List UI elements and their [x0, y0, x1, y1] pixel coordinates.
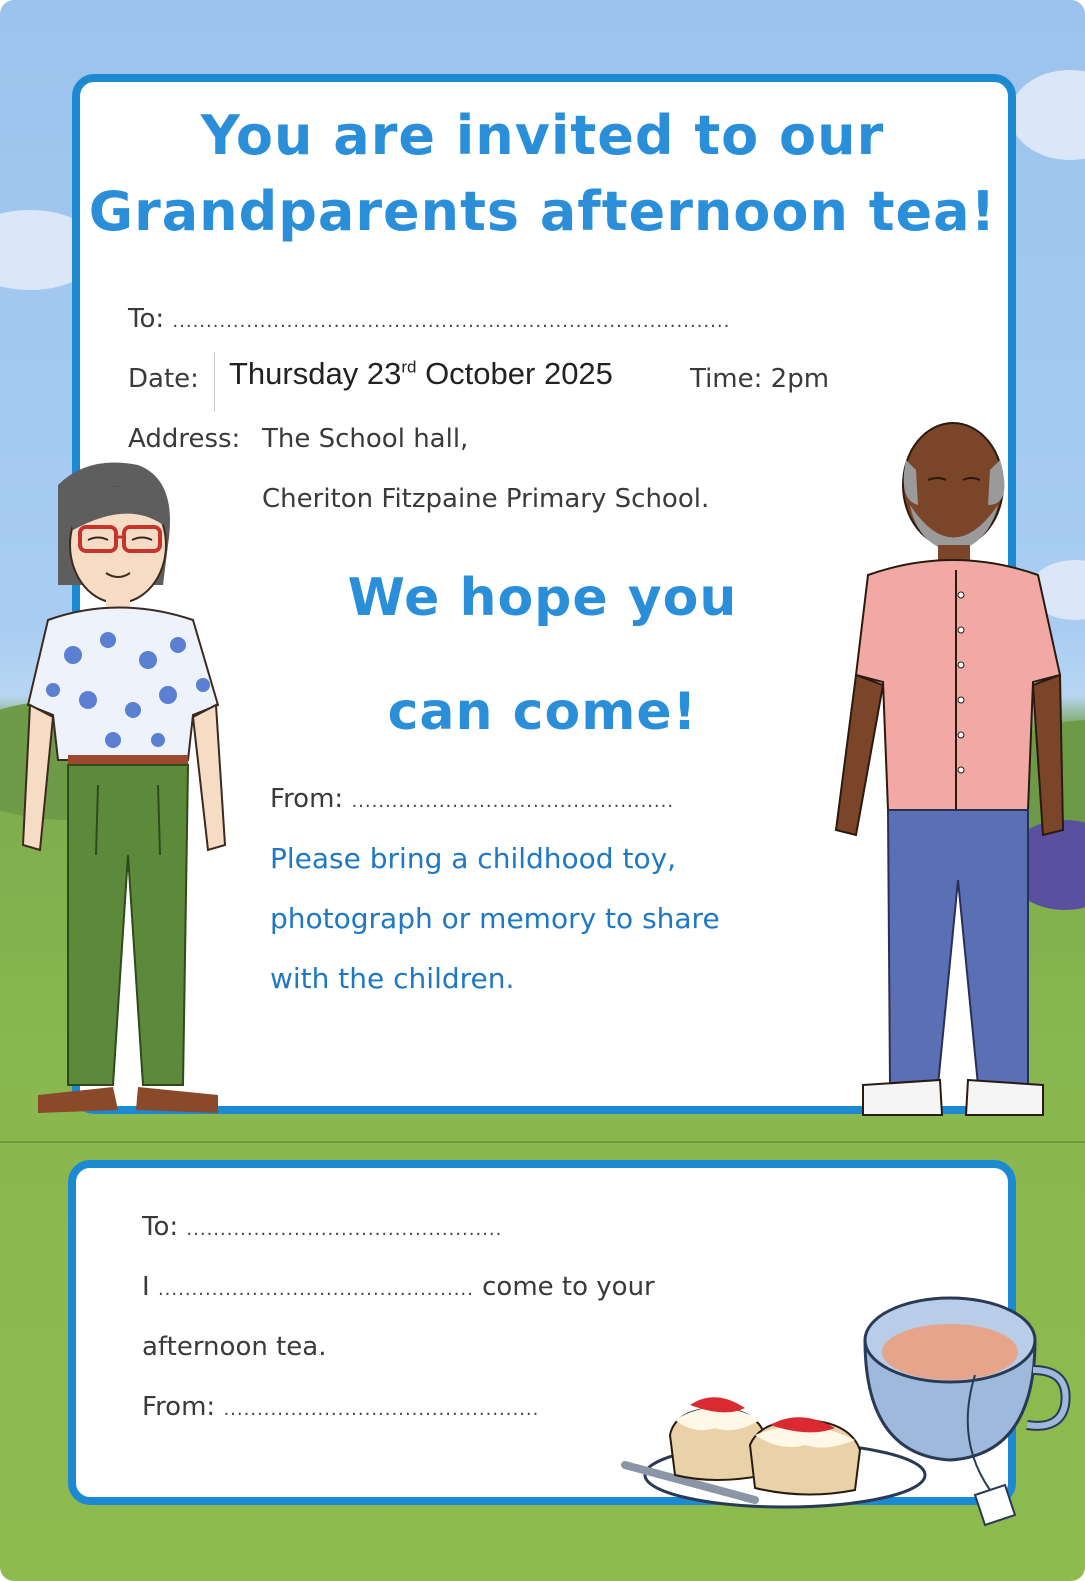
to-line — [128, 304, 730, 334]
address-label: Address: — [128, 424, 241, 454]
reply-i-dots: ............................................... — [157, 1279, 474, 1300]
reply-i-line — [142, 1272, 655, 1302]
reply-to-line — [142, 1212, 502, 1242]
reply-come-text: come to your — [482, 1272, 655, 1302]
reply-to-dots: ............................................... — [186, 1219, 503, 1240]
to-label: To: — [128, 304, 165, 334]
from-label: From: — [270, 784, 344, 814]
date-month-year: October 2025 — [416, 356, 613, 391]
scones-illustration — [615, 1390, 930, 1515]
from-dots: ................................................ — [351, 791, 675, 812]
address-line1: The School hall, — [262, 424, 469, 454]
time-text: Time: 2pm — [690, 364, 830, 394]
reply-from-dots: ............................................... — [223, 1399, 540, 1420]
note-line2: photograph or memory to share — [270, 902, 720, 935]
invitation-title-line2: Grandparents afternoon tea! — [88, 180, 997, 243]
fold-line — [0, 1141, 1085, 1143]
date-suffix: rd — [401, 357, 417, 377]
to-dots: ................................................................................... — [172, 311, 731, 332]
hope-line1: We hope you — [347, 568, 738, 628]
note-line3: with the children. — [270, 962, 515, 995]
reply-i-label: I — [142, 1272, 150, 1302]
date-value — [229, 356, 613, 392]
reply-tea-text: afternoon tea. — [142, 1332, 327, 1362]
note-line1: Please bring a childhood toy, — [270, 842, 677, 875]
reply-from-line — [142, 1392, 539, 1422]
grandfather-illustration — [828, 410, 1068, 1122]
date-day: Thursday 23 — [229, 356, 402, 391]
date-sticker — [214, 352, 613, 412]
reply-from-label: From: — [142, 1392, 216, 1422]
reply-to-label: To: — [142, 1212, 179, 1242]
grandmother-illustration — [18, 455, 238, 1120]
date-label: Date: — [128, 364, 199, 394]
from-line — [270, 784, 674, 814]
hope-line2: can come! — [387, 682, 698, 742]
invitation-title-line1: You are invited to our — [200, 104, 885, 167]
address-line2: Cheriton Fitzpaine Primary School. — [262, 484, 710, 514]
